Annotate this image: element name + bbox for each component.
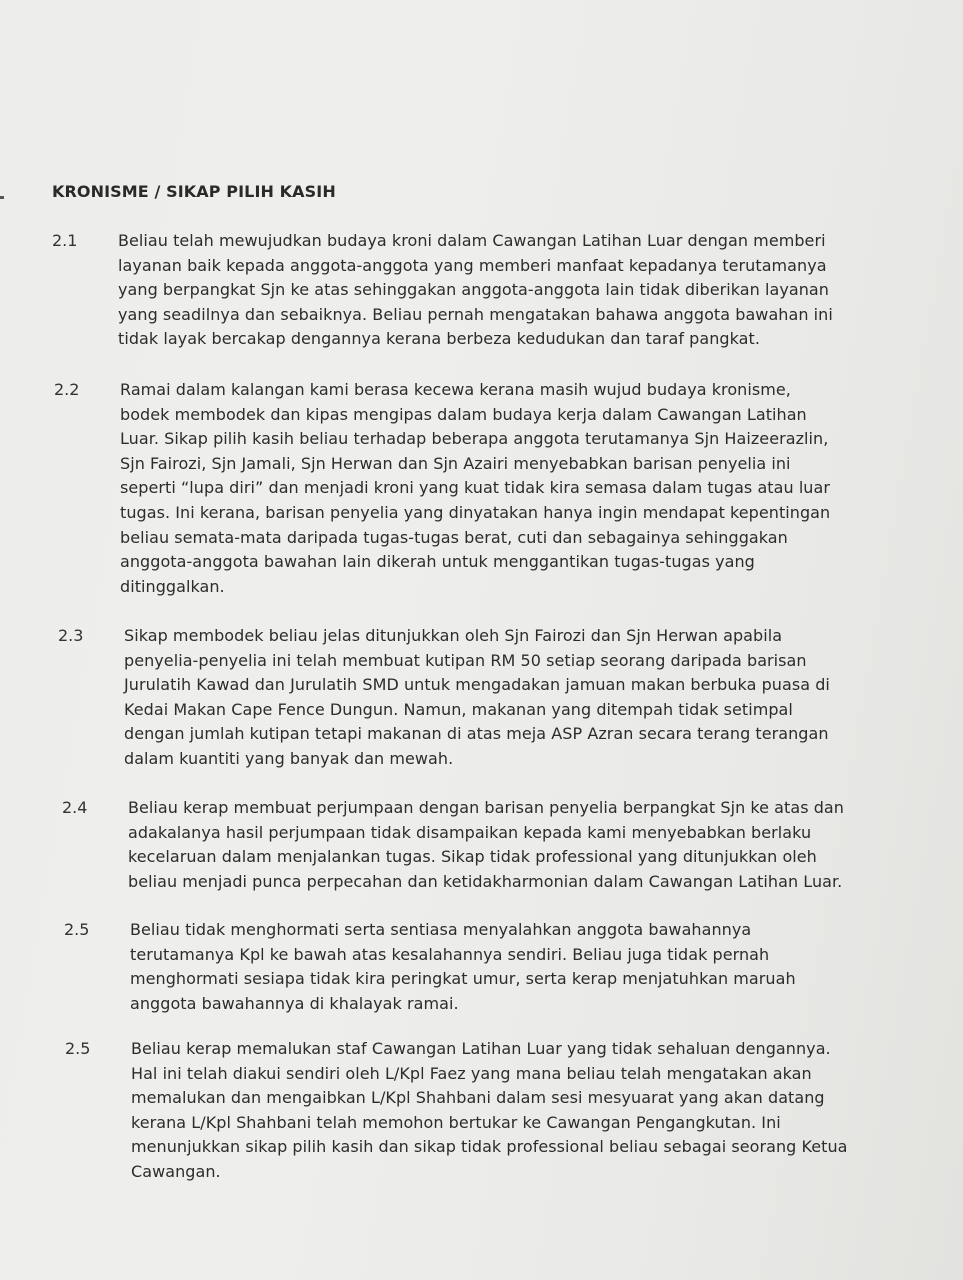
paragraph-line: Kedai Makan Cape Fence Dungun. Namun, makanan yang ditempah tidak setimpal [124,699,793,719]
section-number: 2.4 [62,798,88,817]
paragraph-line: Hal ini telah diakui sendiri oleh L/Kpl Faez yang mana beliau telah mengatakan akan [131,1063,812,1083]
paragraph-line: menunjukkan sikap pilih kasih dan sikap tidak professional beliau sebagai seorang Ketua [131,1137,848,1157]
paragraph-line: terutamanya Kpl ke bawah atas kesalahannya sendiri. Beliau juga tidak pernah [130,944,770,964]
paragraph-line: Beliau kerap memalukan staf Cawangan Latihan Luar yang tidak sehaluan dengannya. [131,1039,831,1058]
section-number: 2.2 [54,380,80,399]
section-number: 2.1 [52,231,78,250]
section-paragraph [120,378,890,599]
section-paragraph [124,624,894,772]
paragraph-line: Sikap membodek beliau jelas ditunjukkan oleh Sjn Fairozi dan Sjn Herwan apabila [124,626,783,645]
paragraph-line: layanan baik kepada anggota-anggota yang memberi manfaat kepadanya terutamanya [118,255,827,275]
paragraph-line: ditinggalkan. [120,576,225,596]
section-paragraph [131,1037,901,1185]
paragraph-line: Jurulatih Kawad dan Jurulatih SMD untuk mengadakan jamuan makan berbuka puasa di [124,675,830,695]
document-heading: KRONISME / SIKAP PILIH KASIH [52,182,336,201]
paragraph-line: Ramai dalam kalangan kami berasa kecewa kerana masih wujud budaya kronisme, [120,380,791,399]
paragraph-line: Beliau telah mewujudkan budaya kroni dalam Cawangan Latihan Luar dengan memberi [118,231,826,250]
page-edge-mark [0,196,4,199]
paragraph-line: memalukan dan mengaibkan L/Kpl Shahbani dalam sesi mesyuarat yang akan datang [131,1088,825,1108]
paragraph-line: beliau semata-mata daripada tugas-tugas berat, cuti dan sebagainya sehinggakan [120,527,788,547]
section-paragraph [118,229,888,352]
section-number: 2.5 [64,920,90,939]
section-paragraph [130,918,900,1016]
section-number: 2.3 [58,626,84,645]
section-number: 2.5 [65,1039,91,1058]
paragraph-line: dalam kuantiti yang banyak dan mewah. [124,748,454,768]
paragraph-line: Cawangan. [131,1161,221,1181]
section-paragraph [128,796,898,894]
paragraph-line: anggota bawahannya di khalayak ramai. [130,993,459,1013]
paragraph-line: Sjn Fairozi, Sjn Jamali, Sjn Herwan dan Sjn Azairi menyebabkan barisan penyelia ini [120,453,791,473]
paragraph-line: kecelaruan dalam menjalankan tugas. Sikap tidak professional yang ditunjukkan oleh [128,847,817,867]
paragraph-line: dengan jumlah kutipan tetapi makanan di atas meja ASP Azran secara terang terangan [124,724,829,744]
paragraph-line: tugas. Ini kerana, barisan penyelia yang dinyatakan hanya ingin mendapat kepentingan [120,502,831,522]
paragraph-line: penyelia-penyelia ini telah membuat kutipan RM 50 setiap seorang daripada barisan [124,650,807,670]
paragraph-line: menghormati sesiapa tidak kira peringkat umur, serta kerap menjatuhkan maruah [130,969,796,989]
paragraph-line: beliau menjadi punca perpecahan dan ketidakharmonian dalam Cawangan Latihan Luar. [128,871,843,891]
paragraph-line: yang seadilnya dan sebaiknya. Beliau pernah mengatakan bahawa anggota bawahan ini [118,304,833,324]
paragraph-line: kerana L/Kpl Shahbani telah memohon bertukar ke Cawangan Pengangkutan. Ini [131,1112,781,1132]
paragraph-line: yang berpangkat Sjn ke atas sehinggakan anggota-anggota lain tidak diberikan layanan [118,280,829,300]
paragraph-line: tidak layak bercakap dengannya kerana berbeza kedudukan dan taraf pangkat. [118,329,760,349]
paragraph-line: seperti “lupa diri” dan menjadi kroni yang kuat tidak kira semasa dalam tugas atau luar [120,478,830,498]
paragraph-line: adakalanya hasil perjumpaan tidak disampaikan kepada kami menyebabkan berlaku [128,822,812,842]
paragraph-line: Beliau tidak menghormati serta sentiasa menyalahkan anggota bawahannya [130,920,752,939]
paragraph-line: Luar. Sikap pilih kasih beliau terhadap beberapa anggota terutamanya Sjn Haizeerazlin, [120,429,829,449]
paragraph-line: bodek membodek dan kipas mengipas dalam budaya kerja dalam Cawangan Latihan [120,404,807,424]
paragraph-line: anggota-anggota bawahan lain dikerah untuk menggantikan tugas-tugas yang [120,552,755,572]
paragraph-line: Beliau kerap membuat perjumpaan dengan barisan penyelia berpangkat Sjn ke atas dan [128,798,844,817]
